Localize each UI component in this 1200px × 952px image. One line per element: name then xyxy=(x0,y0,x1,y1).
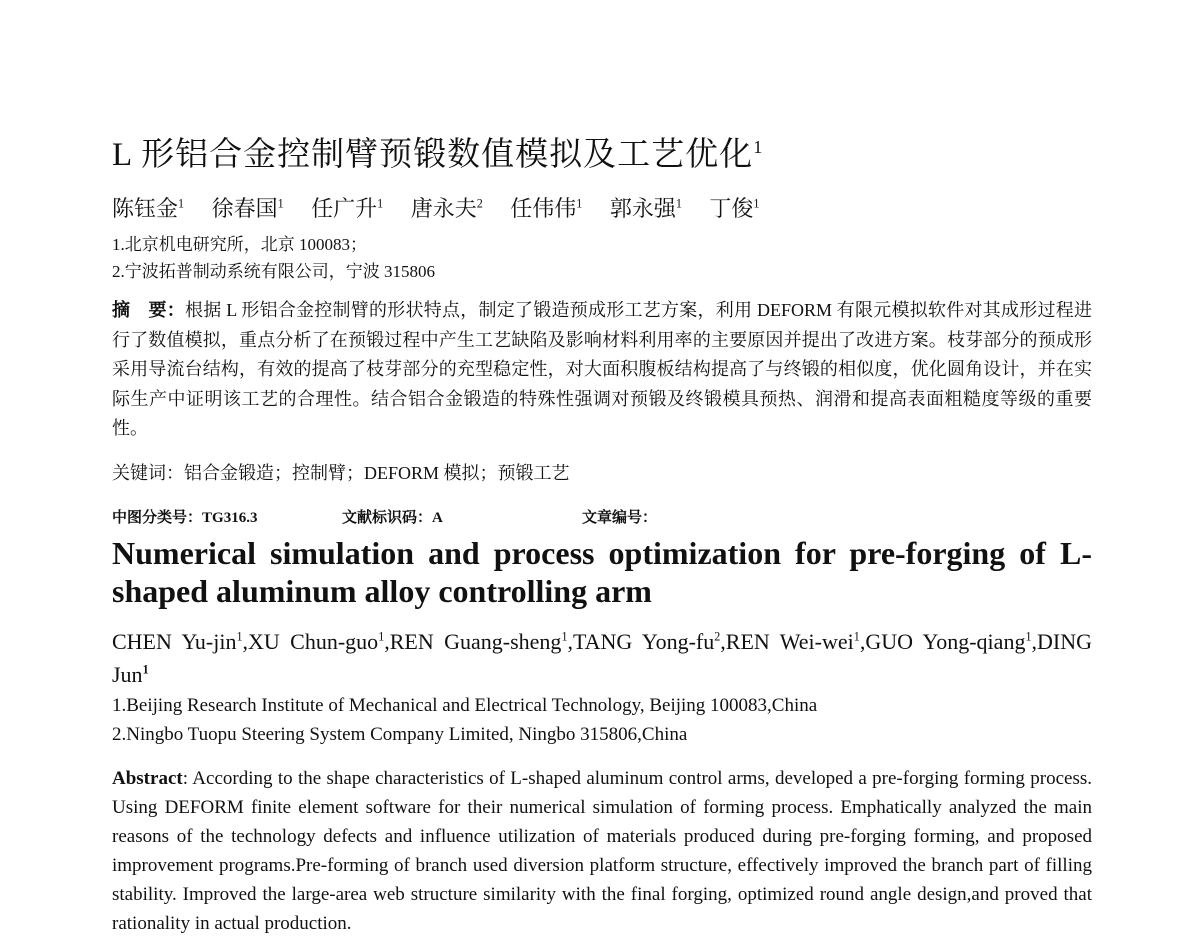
clc-number: 中图分类号：TG316.3 xyxy=(112,510,258,526)
title-footnote-mark: 1 xyxy=(753,137,764,157)
english-abstract xyxy=(112,764,1092,938)
english-title: Numerical simulation and process optimization for pre-forging of L-shaped aluminum alloy controlling arm xyxy=(112,535,1092,609)
author: 任广升$^1$ xyxy=(311,196,384,221)
chinese-abstract-label: 摘 要： xyxy=(112,300,185,320)
keywords-text: 铝合金锻造；控制臂；DEFORM 模拟；预锻工艺 xyxy=(184,463,570,483)
chinese-affiliation-2: 2.宁波拓普制动系统有限公司，宁波 315806 xyxy=(112,262,435,281)
classification-line xyxy=(112,506,657,527)
chinese-keywords xyxy=(112,459,570,485)
author: 任伟伟$^1$ xyxy=(510,196,583,221)
document-code: 文献标识码：A xyxy=(342,510,443,526)
chinese-abstract xyxy=(112,296,1092,444)
author: 郭永强$^1$ xyxy=(609,196,682,221)
author: 唐永夫$^2$ xyxy=(410,196,483,221)
english-affiliation-1: 1.Beijing Research Institute of Mechanical and Electrical Technology, Beijing 100083,China xyxy=(112,695,818,716)
chinese-title-text: L 形铝合金控制臂预锻数值模拟及工艺优化 xyxy=(112,137,754,173)
author: 丁俊$^1$ xyxy=(709,196,760,221)
english-author-list: CHEN Yu-jin$^1$,XU Chun-guo$^1$,REN Guang-sheng$^1$,TANG Yong-$fu^2,REN$ Wei-wei$^1$,GUO Yong-qiang$^1$,DING Jun$^1$ xyxy=(112,629,1092,687)
author: 陈钰金$^1$ xyxy=(112,196,185,221)
english-abstract-label: Abstract xyxy=(112,768,183,789)
chinese-affiliation-1: 1.北京机电研究所，北京 100083； xyxy=(112,235,367,254)
chinese-title xyxy=(112,128,763,175)
chinese-author-list xyxy=(112,192,781,223)
chinese-abstract-text: 根据 L 形铝合金控制臂的形状特点，制定了锻造预成形工艺方案，利用 DEFORM 有限元模拟软件对其成形过程进行了数值模拟，重点分析了在预锻过程中产生工艺缺陷及影响材料利用率的主要原因并提出了改进方案。枝芽部分的预成形采用导流台结构，有效的提高了枝芽部分的充型稳定性，对大面积腹板结构提高了与终锻的相似度，优化圆角设计，并在实际生产中证明该工艺的合理性。结合铝合金锻造的特殊性强调对预锻及终锻模具预热、润滑和提高表面粗糙度等级的重要性。 xyxy=(112,300,1093,438)
author: 徐春国$^1$ xyxy=(211,196,284,221)
english-affiliation-2: 2.Ningbo Tuopu Steering System Company Limited, Ningbo 315806,China xyxy=(112,724,688,745)
english-abstract-text: : According to the shape characteristics of L-shaped aluminum control arms, developed a pre-forging forming process. Using DEFORM finite element software for their numerical simulation of forming process. Emphatically analyzed the main reasons of the technology defects and influence utilization of materials produced during pre-forging forming, and proposed improvement programs.Pre-forming of branch used diversion platform structure, effectively improved the branch part of filling stability. Improved the large-area web structure similarity with the final forging, optimized round angle design,and proved that rationality in actual production. xyxy=(112,768,1092,934)
article-number: 文章编号： xyxy=(582,510,658,526)
keywords-label: 关键词： xyxy=(112,463,184,483)
